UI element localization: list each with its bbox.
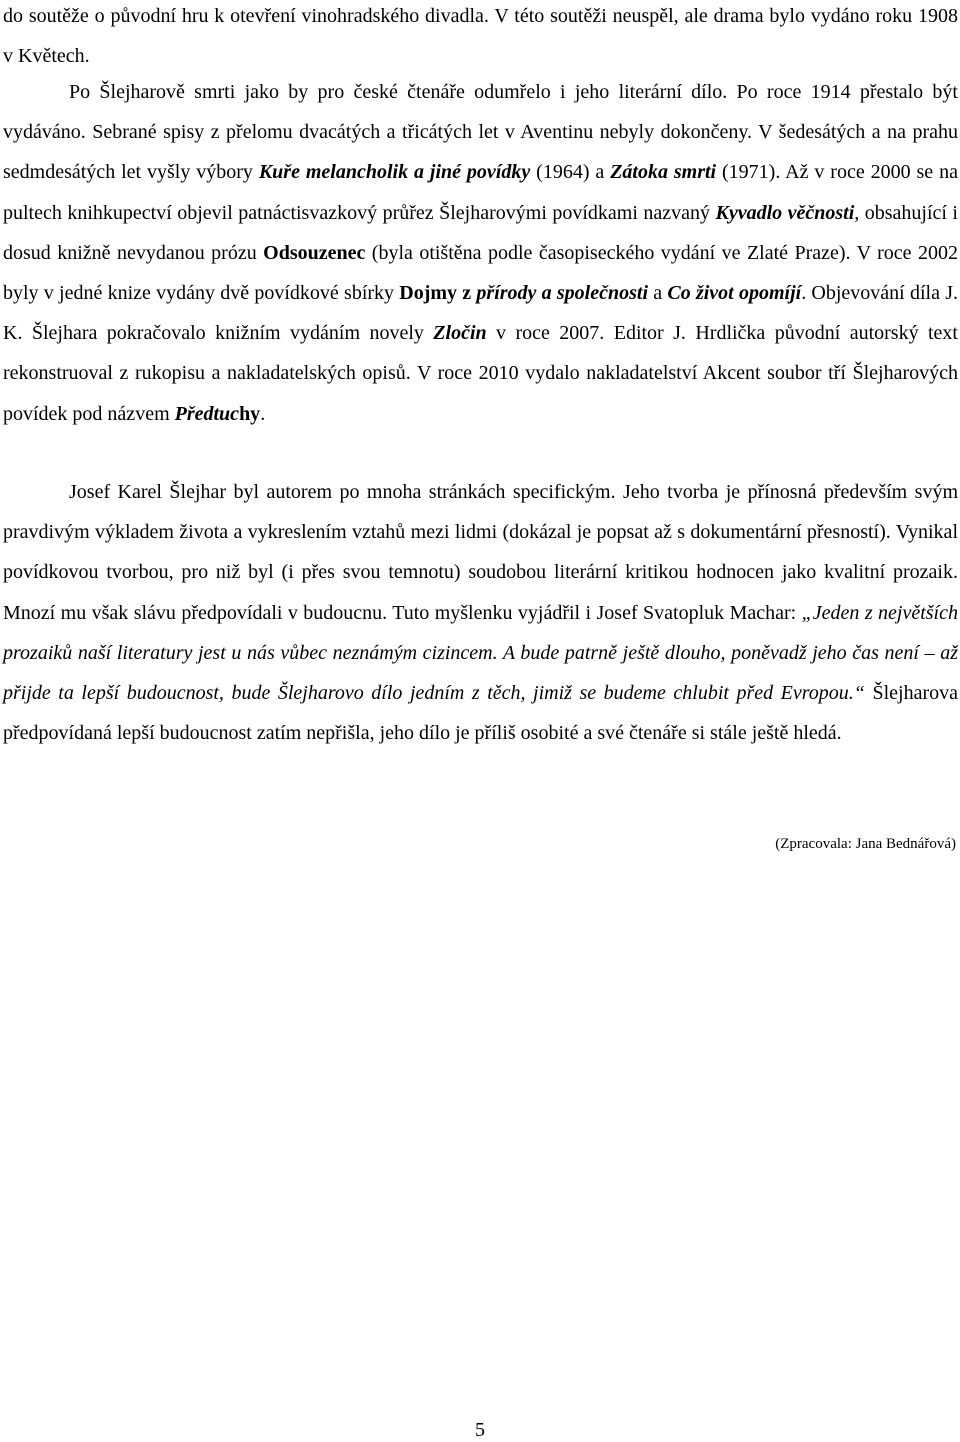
- machar-quote: „Jeden z největších prozaiků naší literatury jest u nás vůbec neznámým cizincem. A bude patrně ještě dlouho, poněvadž jeho čas není – až přijde ta lepší budoucnost, bude Šlejharovo dílo jedním z těch, jimiž se budeme chlubit před Evropou.“: [3, 601, 958, 705]
- text-run: v roce 2007. Editor J. Hrdlička původní autorský text rekonstruoval z rukopisu a nakladatelských opisů. V roce 2010 vydalo nakladatelství Akcent soubor tří Šlejharových povídek pod názvem: [3, 322, 958, 425]
- paragraph-1: [3, 0, 958, 76]
- book-title-odsouzenec: Odsouzenec: [263, 241, 366, 264]
- book-title-co-zivot-opomiji: Co život opomíjí: [667, 282, 802, 305]
- text-run: (1971). Až v roce 2000 se na pultech knihkupectví objevil patnáctisvazkový průřez Šlejharovými povídkami nazvaný: [3, 161, 958, 224]
- text-run: , obsahující i dosud knižně nevydanou prózu: [3, 201, 958, 264]
- book-title-dojmy-part-1: Dojmy z: [399, 282, 477, 305]
- book-title-predtuchy-part-1: Předtuc: [174, 402, 240, 425]
- book-title-zlocin: Zločin: [433, 322, 487, 345]
- author-credit: (Zpracovala: Jana Bednářová): [775, 836, 956, 852]
- book-title-zatoka-smrti: Zátoka smrti: [610, 161, 717, 184]
- text-run: .: [260, 402, 266, 425]
- text-run: Josef Karel Šlejhar byl autorem po mnoha stránkách specifickým. Jeho tvorba je přínosná především svým pravdivým výkladem života a vykreslením vztahů mezi lidmi (dokázal je popsat až s dokumentární přesností). Vynikal povídkovou tvorbou, pro niž byl (i přes svou temnotu) soudobou literární kritikou hodnocen jako kvalitní prozaik. Mnozí mu však slávu předpovídali v budoucnu. Tuto myšlenku vyjádřil i Josef Svatopluk Machar:: [3, 481, 958, 624]
- text-run: . Objevování díla J. K. Šlejhara pokračovalo knižním vydáním novely: [3, 282, 958, 345]
- book-title-dojmy-part-2: přírody a společnosti: [476, 282, 648, 305]
- text-run: Po Šlejharově smrti jako by pro české čtenáře odumřelo i jeho literární dílo. Po roce 1914 přestalo být vydáváno. Sebrané spisy z přelomu dvacátých a třicátých let v Aventinu nebyly dokončeny. V šedesátých a na prahu sedmdesátých let vyšly výbory: [3, 81, 958, 184]
- text-run: (1964) a: [530, 161, 611, 184]
- book-title-kyvadlo-vecnosti: Kyvadlo věčnosti: [715, 201, 855, 224]
- book-title-predtuchy-part-2: hy: [239, 402, 261, 425]
- book-title-kure-melancholik: Kuře melancholik a jiné povídky: [258, 161, 531, 184]
- text-run: Šlejharova předpovídaná lepší budoucnost zatím nepřišla, jeho dílo je příliš osobité a své čtenáře si stále ještě hledá.: [3, 682, 958, 745]
- text-run: (byla otištěna podle časopiseckého vydání ve Zlaté Praze). V roce 2002 byly v jedné knize vydány dvě povídkové sbírky: [3, 241, 958, 305]
- paragraph-2: [3, 72, 958, 434]
- paragraph-3: [3, 472, 958, 753]
- text-run: a: [648, 282, 668, 305]
- paragraph-1-text: do soutěže o původní hru k otevření vinohradského divadla. V této soutěži neuspěl, ale drama bylo vydáno roku 1908 v Květech.: [3, 5, 958, 68]
- page-number: 5: [475, 1419, 485, 1441]
